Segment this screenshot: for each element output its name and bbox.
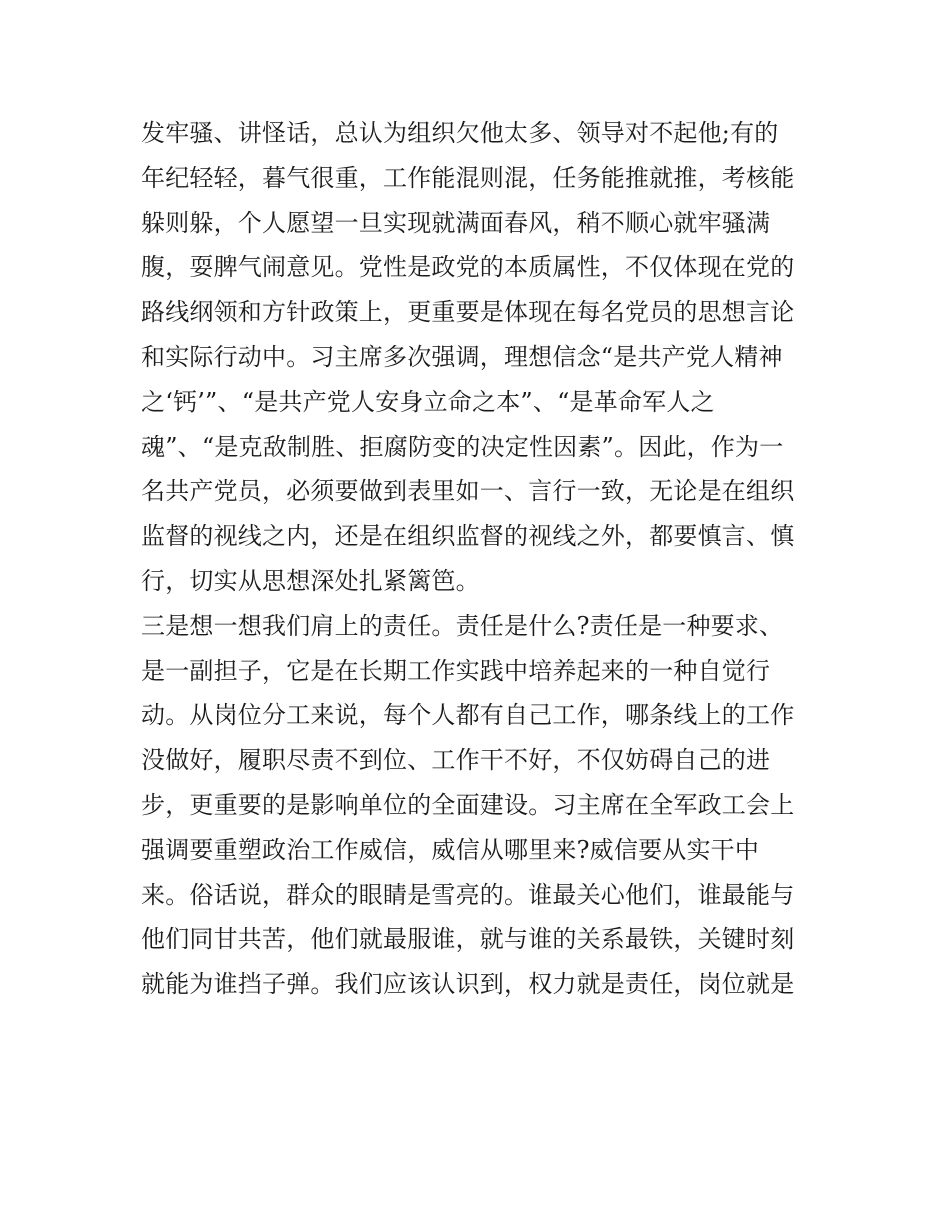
text-line: 发牢骚、讲怪话，总认为组织欠他太多、领导对不起他;有的 bbox=[141, 119, 779, 147]
text-line: 行，切实从思想深处扎紧篱笆。 bbox=[141, 566, 480, 595]
text-line: 躲则躲，个人愿望一旦实现就满面春风，稍不顺心就牢骚满 bbox=[141, 208, 771, 237]
text-line: 步，更重要的是影响单位的全面建设。习主席在全军政工会上 bbox=[141, 790, 795, 819]
text-line: 魂”、“是克敌制胜、拒腐防变的决定性因素”。因此，作为一 bbox=[141, 432, 784, 461]
text-line: 就能为谁挡子弹。我们应该认识到，权力就是责任，岗位就是 bbox=[141, 970, 795, 999]
text-line: 是一副担子，它是在长期工作实践中培养起来的一种自觉行 bbox=[141, 656, 771, 685]
text-line: 他们同甘共苦，他们就最服谁，就与谁的关系最铁，关键时刻 bbox=[141, 925, 795, 954]
text-line: 腹，耍脾气闹意见。党性是政党的本质属性，不仅体现在党的 bbox=[141, 253, 795, 282]
body-text bbox=[141, 111, 841, 1007]
text-line: 来。俗话说，群众的眼睛是雪亮的。谁最关心他们，谁最能与 bbox=[141, 880, 795, 909]
text-line: 之‘钙’”、“是共产党人安身立命之本”、“是革命军人之 bbox=[141, 387, 715, 416]
text-line: 名共产党员，必须要做到表里如一、言行一致，无论是在组织 bbox=[141, 477, 795, 506]
text-line: 监督的视线之内，还是在组织监督的视线之外，都要慎言、慎 bbox=[141, 522, 795, 551]
text-line: 强调要重塑政治工作威信，威信从哪里来?威信要从实干中 bbox=[141, 835, 760, 864]
text-line: 路线纲领和方针政策上，更重要是体现在每名党员的思想言论 bbox=[141, 298, 795, 327]
text-line: 和实际行动中。习主席多次强调，理想信念“是共产党人精神 bbox=[141, 342, 783, 371]
text-line: 动。从岗位分工来说，每个人都有自己工作，哪条线上的工作 bbox=[141, 701, 795, 730]
text-line: 没做好，履职尽责不到位、工作干不好，不仅妨碍自己的进 bbox=[141, 746, 771, 775]
text-line: 年纪轻轻，暮气很重，工作能混则混，任务能推就推，考核能 bbox=[141, 163, 795, 192]
text-line: 三是想一想我们肩上的责任。责任是什么?责任是一种要求、 bbox=[141, 611, 784, 640]
